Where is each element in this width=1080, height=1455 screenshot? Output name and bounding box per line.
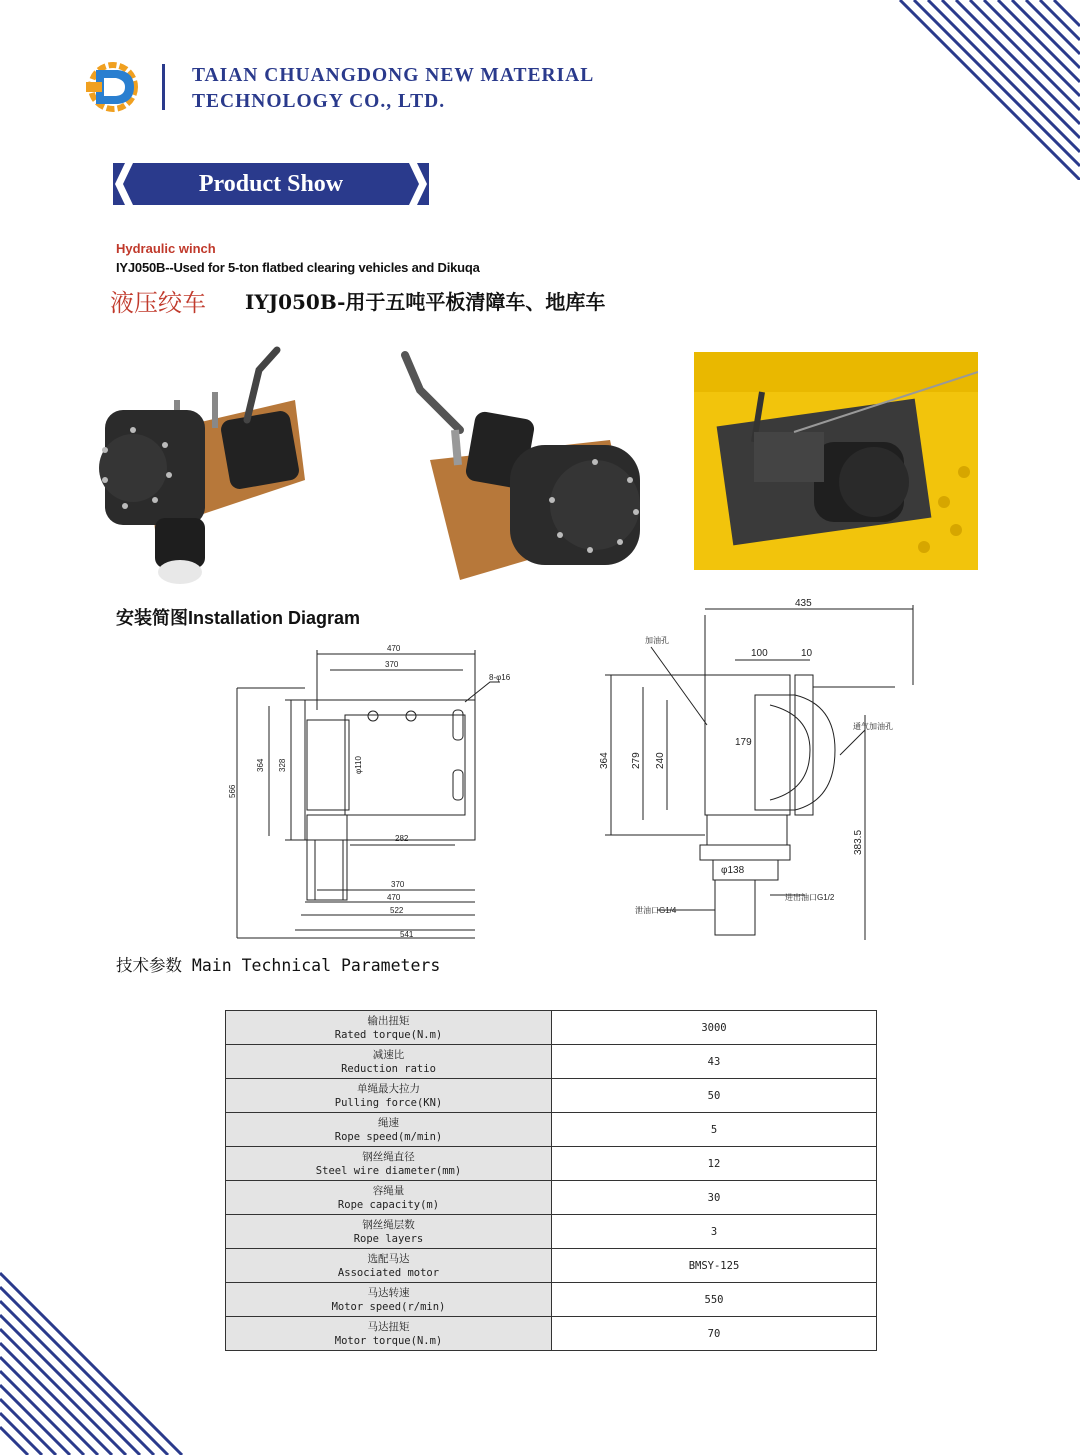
table-row xyxy=(226,1283,877,1317)
table-row xyxy=(226,1113,877,1147)
param-label: 选配马达 Associated motor xyxy=(226,1249,552,1283)
label-oil-port: 进出油口G1/2 xyxy=(785,893,835,902)
dim-side-279: 279 xyxy=(631,752,642,769)
product-desc-cn: IYJ050B-用于五吨平板清障车、地库车 xyxy=(245,290,606,314)
dim-front-shaft: φ110 xyxy=(354,756,363,774)
param-value: BMSY-125 xyxy=(552,1249,877,1283)
winch-photo-front xyxy=(95,340,315,585)
installation-front-view xyxy=(225,640,525,945)
decorative-stripes-top-right xyxy=(890,0,1080,180)
table-row xyxy=(226,1011,877,1045)
section-banner-title: Product Show xyxy=(198,171,344,197)
dim-front-470-bottom: 470 xyxy=(387,893,401,902)
dim-side-383: 383.5 xyxy=(853,829,864,855)
dim-side-435: 435 xyxy=(795,598,812,609)
company-name-line1: TAIAN CHUANGDONG NEW MATERIAL xyxy=(192,65,595,86)
param-value: 12 xyxy=(552,1147,877,1181)
dim-front-282: 282 xyxy=(395,834,409,843)
dim-side-10: 10 xyxy=(801,648,813,659)
param-value: 5 xyxy=(552,1113,877,1147)
product-desc-en: IYJ050B--Used for 5-ton flatbed clearing vehicles and Dikuqa xyxy=(116,260,480,275)
dim-front-541: 541 xyxy=(400,930,414,939)
param-value: 70 xyxy=(552,1317,877,1351)
param-label: 绳速 Rope speed(m/min) xyxy=(226,1113,552,1147)
installation-title: 安装简图Installation Diagram xyxy=(116,608,361,628)
param-value: 3000 xyxy=(552,1011,877,1045)
table-row xyxy=(226,1147,877,1181)
parameters-title: 技术参数 Main Technical Parameters xyxy=(116,956,441,975)
param-label: 容绳量 Rope capacity(m) xyxy=(226,1181,552,1215)
dim-side-100: 100 xyxy=(751,648,768,659)
param-value: 50 xyxy=(552,1079,877,1113)
parameters-table xyxy=(225,1010,877,1351)
company-logo-icon xyxy=(82,58,144,114)
param-value: 43 xyxy=(552,1045,877,1079)
dim-front-328: 328 xyxy=(278,758,287,772)
table-row xyxy=(226,1249,877,1283)
product-name-en: Hydraulic winch xyxy=(116,241,216,256)
table-row xyxy=(226,1215,877,1249)
param-label: 减速比 Reduction ratio xyxy=(226,1045,552,1079)
winch-photo-side xyxy=(400,350,650,590)
dim-front-522: 522 xyxy=(390,906,404,915)
param-value: 30 xyxy=(552,1181,877,1215)
dim-front-566: 566 xyxy=(228,784,237,798)
dim-front-364: 364 xyxy=(256,758,265,772)
param-label: 输出扭矩 Rated torque(N.m) xyxy=(226,1011,552,1045)
table-row xyxy=(226,1181,877,1215)
product-name-cn: 液压绞车 xyxy=(110,289,206,317)
installation-side-view xyxy=(595,595,925,945)
param-label: 钢丝绳直径 Steel wire diameter(mm) xyxy=(226,1147,552,1181)
label-fill-hole: 加油孔 xyxy=(645,636,669,645)
dim-front-bolt: 8-φ16 xyxy=(489,673,511,682)
dim-side-240: 240 xyxy=(655,752,666,769)
decorative-stripes-bottom-left xyxy=(0,1265,190,1455)
dim-side-179: 179 xyxy=(735,737,752,748)
label-drain-port: 泄油口G1/4 xyxy=(635,906,677,915)
dim-side-364: 364 xyxy=(599,752,610,769)
label-vent-hole: 通气加油孔 xyxy=(853,722,893,731)
table-row xyxy=(226,1317,877,1351)
param-label: 马达扭矩 Motor torque(N.m) xyxy=(226,1317,552,1351)
param-value: 3 xyxy=(552,1215,877,1249)
param-label: 马达转速 Motor speed(r/min) xyxy=(226,1283,552,1317)
dim-front-370-top: 370 xyxy=(385,660,399,669)
param-label: 钢丝绳层数 Rope layers xyxy=(226,1215,552,1249)
dim-side-138: φ138 xyxy=(721,865,745,876)
table-row xyxy=(226,1045,877,1079)
param-value: 550 xyxy=(552,1283,877,1317)
dim-front-470-top: 470 xyxy=(387,644,401,653)
dim-front-370-bottom: 370 xyxy=(391,880,405,889)
param-label: 单绳最大拉力 Pulling force(KN) xyxy=(226,1079,552,1113)
header-divider xyxy=(162,64,165,110)
company-name-line2: TECHNOLOGY CO., LTD. xyxy=(192,91,446,112)
company-name xyxy=(192,63,594,115)
table-row xyxy=(226,1079,877,1113)
winch-installed-photo xyxy=(694,352,978,570)
